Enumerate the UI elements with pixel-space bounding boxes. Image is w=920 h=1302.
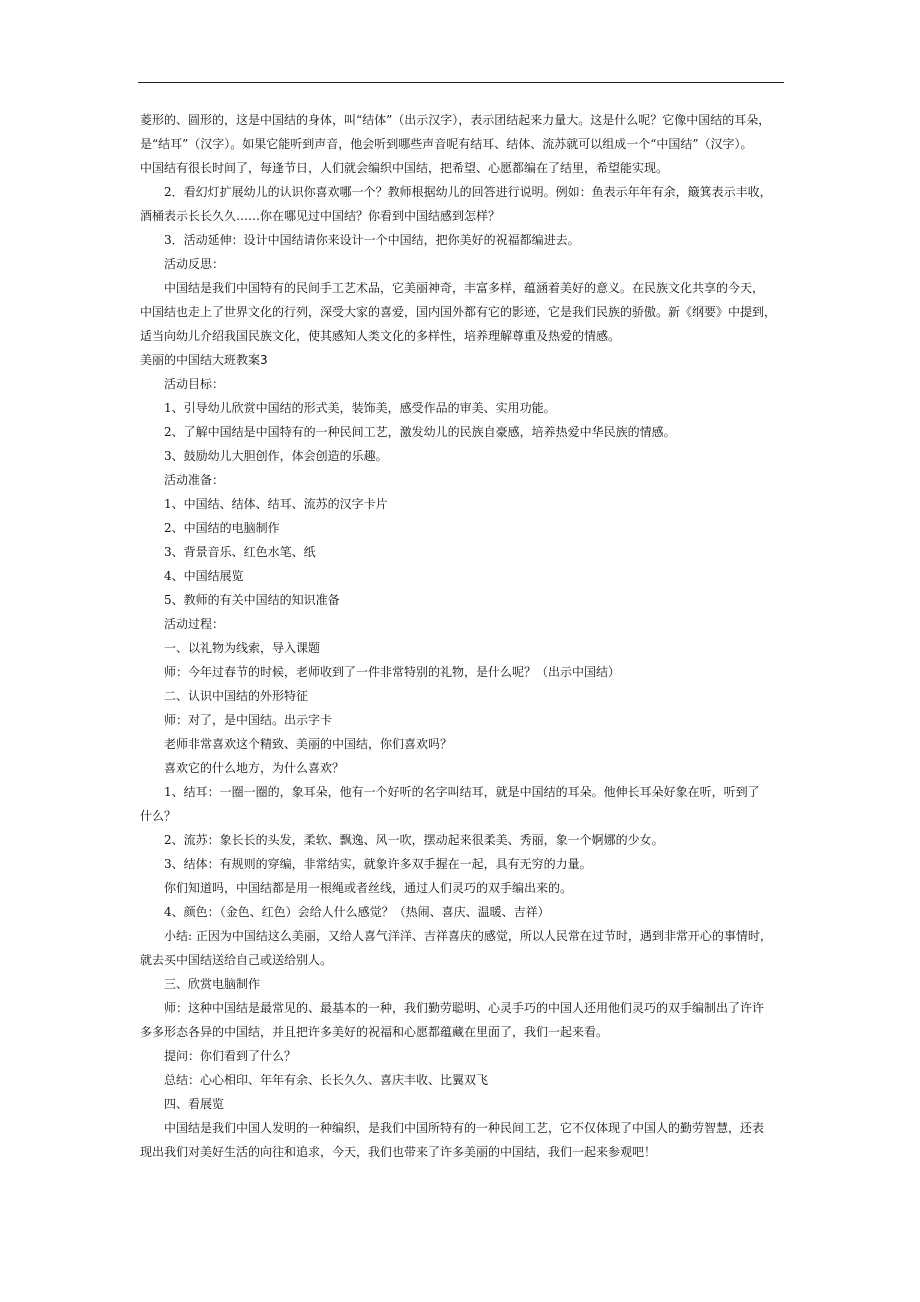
text-line: 你们知道吗，中国结都是用一根绳或者丝线，通过人们灵巧的双手编出来的。	[164, 881, 573, 895]
text-line: 活动过程：	[164, 617, 225, 631]
text-line: 酒桶表示长长久久……你在哪见过中国结？你看到中国结感到怎样？	[140, 209, 501, 223]
text-line: 什么？	[140, 809, 177, 823]
text-line: 老师非常喜欢这个精致、美丽的中国结，你们喜欢吗？	[164, 737, 453, 751]
text-line: 提问：你们看到了什么？	[164, 1049, 297, 1063]
text-line: 1、引导幼儿欣赏中国结的形式美，装饰美，感受作品的审美、实用功能。	[164, 401, 556, 415]
text-line: 师：对了，是中国结。出示字卡	[164, 713, 333, 727]
text-line: 二、认识中国结的外形特征	[164, 689, 309, 703]
text-line: 2、了解中国结是中国特有的一种民间工艺，激发幼儿的民族自豪感，培养热爱中华民族的情感。	[164, 425, 676, 439]
text-line: 3、背景音乐、红色水笔、纸	[164, 545, 316, 559]
text-line: 1、结耳：一圈一圈的，象耳朵，他有一个好听的名字叫结耳，就是中国结的耳朵。他伸长耳朵好象在听，听到了	[164, 785, 760, 799]
header-rule	[138, 82, 784, 83]
text-line: 4、颜色：（金色、红色）会给人什么感觉？（热闹、喜庆、温暖、吉祥）	[164, 905, 550, 919]
text-line: 适当向幼儿介绍我国民族文化，使其感知人类文化的多样性，培养理解尊重及热爱的情感。	[140, 329, 621, 343]
text-line: 中国结是我们中国人发明的一种编织，是我们中国所特有的一种民间工艺，它不仅体现了中国人的勤劳智慧，还表	[164, 1121, 765, 1135]
text-line: 就去买中国结送给自己或送给别人。	[140, 953, 333, 967]
text-line: 4、中国结展览	[164, 569, 244, 583]
text-line: 三、欣赏电脑制作	[164, 977, 261, 991]
text-line: 中国结也走上了世界文化的行列，深受大家的喜爱，国内国外都有它的影迹，它是我们民族的骄傲。新《纲要》中提到，	[140, 305, 777, 319]
text-line: 活动准备：	[164, 473, 225, 487]
text-line: 四、看展览	[164, 1097, 225, 1111]
text-line: 是“结耳”（汉字）。如果它能听到声音，他会听到哪些声音呢有结耳、结体、流苏就可以组成一个“中国结”（汉字）。	[140, 137, 753, 151]
text-line: 师：这种中国结是最常见的、最基本的一种，我们勤劳聪明、心灵手巧的中国人还用他们灵巧的双手编制出了许许	[164, 1001, 765, 1015]
text-line: 3、鼓励幼儿大胆创作，体会创造的乐趣。	[164, 449, 388, 463]
text-line: 活动目标：	[164, 377, 225, 391]
text-line: 2、中国结的电脑制作	[164, 521, 280, 535]
text-line: 中国结是我们中国特有的民间手工艺术品，它美丽神奇，丰富多样，蕴涵着美好的意义。在民族文化共享的今天，	[164, 281, 765, 295]
text-line: 师：今年过春节的时候，老师收到了一件非常特别的礼物，是什么呢？（出示中国结）	[164, 665, 621, 679]
text-line: 现出我们对美好生活的向往和追求，今天，我们也带来了许多美丽的中国结，我们一起来参观吧！	[140, 1145, 657, 1159]
text-line: 2、流苏：象长长的头发，柔软、飘逸、风一吹，摆动起来很柔美、秀丽，象一个婀娜的少女。	[164, 833, 664, 847]
text-line: 活动反思：	[164, 257, 225, 271]
text-line: 中国结有很长时间了，每逢节日，人们就会编织中国结，把希望、心愿都编在了结里，希望能实现。	[140, 161, 669, 175]
text-line: 多多形态各异的中国结，并且把许多美好的祝福和心愿都蕴藏在里面了，我们一起来看。	[140, 1025, 609, 1039]
text-line: 3、结体：有规则的穿编，非常结实，就象许多双手握在一起，具有无穷的力量。	[164, 857, 592, 871]
section-heading: 美丽的中国结大班教案3	[140, 353, 268, 367]
text-line: 2．看幻灯扩展幼儿的认识你喜欢哪一个？教师根据幼儿的回答进行说明。例如：鱼表示年年有余，簸箕表示丰收，	[164, 185, 772, 199]
document-body	[140, 108, 786, 1164]
text-line: 喜欢它的什么地方，为什么喜欢？	[164, 761, 345, 775]
text-line: 1、中国结、结体、结耳、流苏的汉字卡片	[164, 497, 388, 511]
text-line: 5、教师的有关中国结的知识准备	[164, 593, 340, 607]
text-line: 总结：心心相印、年年有余、长长久久、喜庆丰收、比翼双飞	[164, 1073, 489, 1087]
text-line: 菱形的、圆形的，这是中国结的身体，叫“结体”（出示汉字），表示团结起来力量大。这是什么呢？它像中国结的耳朵，	[140, 113, 771, 127]
text-line: 一、以礼物为线索，导入课题	[164, 641, 321, 655]
text-line: 3．活动延伸：设计中国结请你来设计一个中国结，把你美好的祝福都编进去。	[164, 233, 580, 247]
text-line: 小结: 正因为中国结这么美丽，又给人喜气洋洋、吉祥喜庆的感觉，所以人民常在过节时，遇到非常开心的事情时，	[164, 929, 772, 943]
